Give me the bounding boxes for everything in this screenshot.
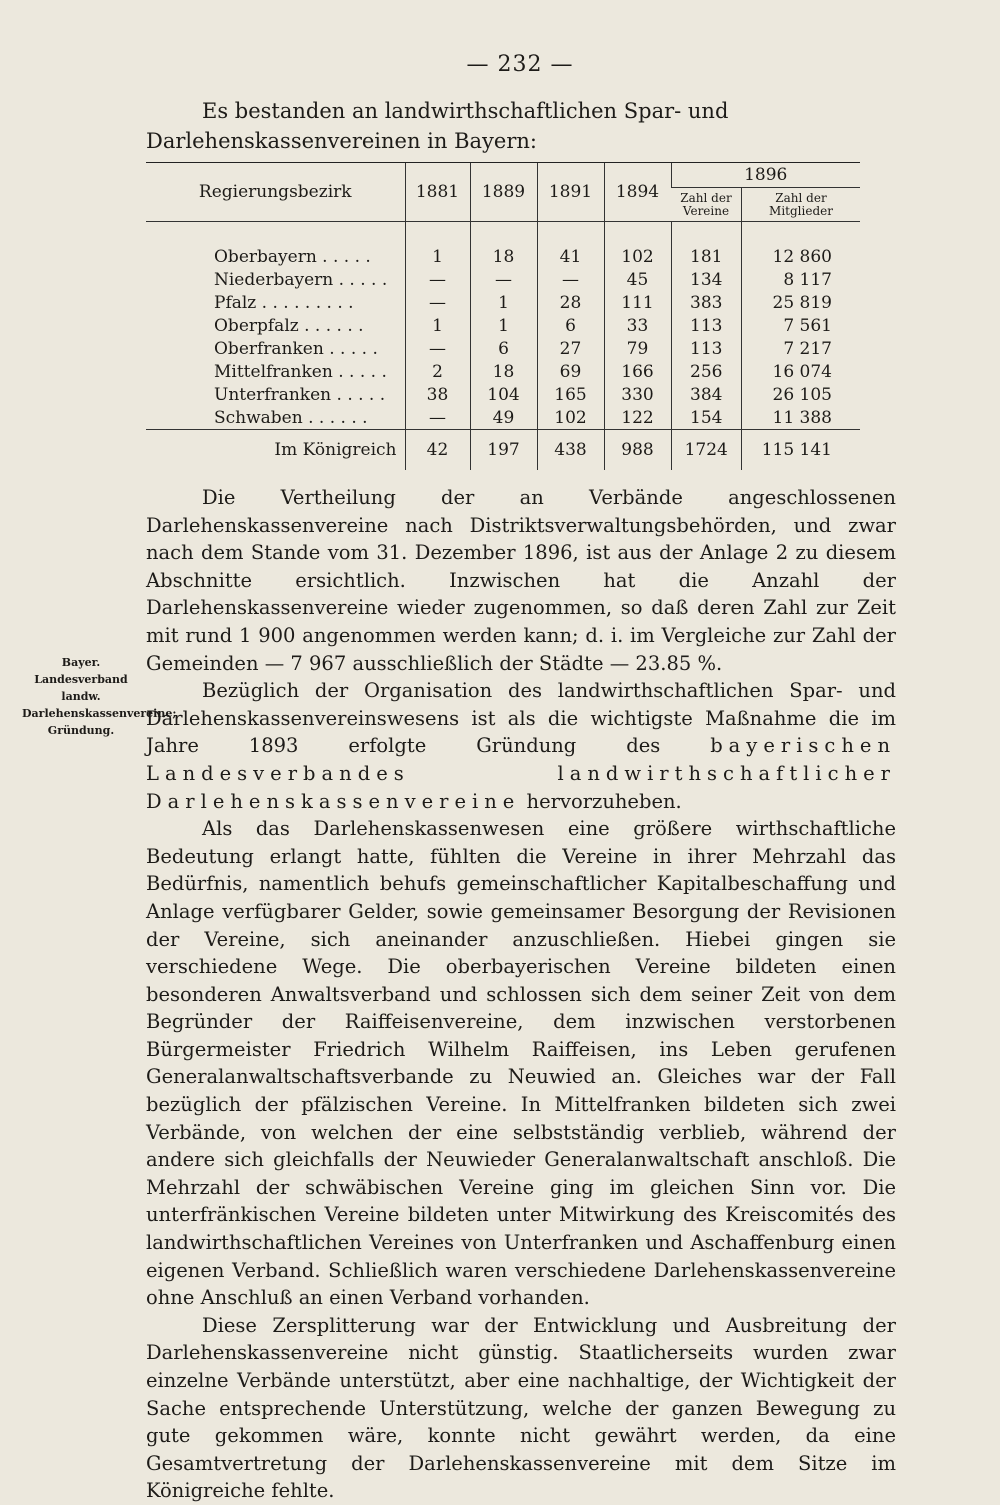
value-1889: — [470,268,537,291]
value-1881: 2 [405,360,470,383]
value-vereine: 256 [671,360,742,383]
value-1894: 45 [604,268,671,291]
value-vereine: 154 [671,406,742,430]
value-1894: 111 [604,291,671,314]
value-1881: — [405,268,470,291]
total-label: Im Königreich [146,430,405,471]
value-1891: 6 [537,314,604,337]
table-row [146,314,860,337]
body-text [146,484,896,1505]
value-1889: 1 [470,314,537,337]
paragraph-organisation-tail: hervorzuheben. [526,789,682,813]
value-1881: — [405,406,470,430]
total-mitglieder: 115 141 [742,430,861,471]
header-year-1889: 1889 [470,163,537,222]
region-name: Niederbayern . . . . . [214,269,388,290]
table-row [146,406,860,430]
value-1889: 18 [470,245,537,268]
value-1891: 165 [537,383,604,406]
total-1889: 197 [470,430,537,471]
table-row [146,360,860,383]
region-name: Schwaben . . . . . . [214,407,368,428]
paragraph-organisation-emphasis: bayerischen Landesverbandes landwirthschaftlicher Darlehenskassenvereine [146,734,897,813]
value-1894: 166 [604,360,671,383]
table-row [146,268,860,291]
total-1894: 988 [604,430,671,471]
table-row [146,337,860,360]
value-1891: 41 [537,245,604,268]
value-1891: — [537,268,604,291]
header-year-1894: 1894 [604,163,671,222]
value-1889: 1 [470,291,537,314]
value-1894: 122 [604,406,671,430]
region-name: Unterfranken . . . . . [214,384,386,405]
table-row [146,245,860,268]
value-1881: — [405,337,470,360]
value-1894: 330 [604,383,671,406]
value-1889: 104 [470,383,537,406]
intro-text: Es bestanden an landwirthschaftlichen Spar- und Darlehenskassenvereinen in Bayern: [146,99,729,153]
value-1894: 79 [604,337,671,360]
statistics-table [146,162,860,470]
value-1881: — [405,291,470,314]
region-name: Pfalz . . . . . . . . . [214,292,354,313]
value-mitglieder: 11 388 [742,406,861,430]
header-zahl-mitglieder: Zahl der Mitglieder [742,188,861,222]
region-name: Oberfranken . . . . . [214,338,378,359]
total-1881: 42 [405,430,470,471]
value-mitglieder: 7 561 [742,314,861,337]
paragraph-organisation-lead: Bezüglich der Organisation des landwirthschaftlichen Spar- und Darlehenskassenvereinswesens ist als die wichtigste Maßnahme die im Jahre 1893 erfolgte Gründung des [146,679,896,758]
page-number: — 232 — [466,52,574,77]
value-1881: 38 [405,383,470,406]
value-mitglieder: 7 217 [742,337,861,360]
value-vereine: 134 [671,268,742,291]
header-year-1881: 1881 [405,163,470,222]
region-name: Mittelfranken . . . . . [214,361,387,382]
value-vereine: 181 [671,245,742,268]
value-1889: 6 [470,337,537,360]
table-total-row [146,430,860,471]
header-year-1891: 1891 [537,163,604,222]
header-region: Regierungsbezirk [146,163,405,222]
margin-note: Bayer. Landesverband landw. Darlehenskassenvereine; Gründung. [22,656,177,737]
table-row [146,291,860,314]
value-mitglieder: 16 074 [742,360,861,383]
region-name: Oberpfalz . . . . . . [214,315,364,336]
paragraph-organisation [146,677,896,815]
value-1891: 69 [537,360,604,383]
value-1889: 18 [470,360,537,383]
value-1881: 1 [405,245,470,268]
value-1891: 102 [537,406,604,430]
paragraph-fragmentation: Diese Zersplitterung war der Entwicklung und Ausbreitung der Darlehenskassenvereine nicht günstig. Staatlicherseits wurden zwar einzelne Verbände unterstützt, aber eine nachhaltige, der Wichtigkeit der Sache entsprechende Unterstützung, welche der ganzen Bewegung zu gute gekommen wäre, konnte nicht gewährt werden, da eine Gesamtvertretung der Darlehenskassenvereine mit dem Sitze im Königreiche fehlte. [146,1313,896,1503]
value-1891: 27 [537,337,604,360]
value-vereine: 383 [671,291,742,314]
paragraph-distribution: Die Vertheilung der an Verbände angeschlossenen Darlehenskassenvereine nach Distriktsverwaltungsbehörden, und zwar nach dem Stande vom 31. Dezember 1896, ist aus der Anlage 2 zu diesem Abschnitte ersichtlich. Inzwischen hat die Anzahl der Darlehenskassenvereine wieder zugenommen, so daß deren Zahl zur Zeit mit rund 1 900 angenommen werden kann; d. i. im Vergleiche zur Zahl der Gemeinden — 7 967 ausschließlich der Städte — 23.85 %. [146,486,896,675]
header-zahl-vereine: Zahl der Vereine [671,188,742,222]
paragraph-history: Als das Darlehenskassenwesen eine größere wirthschaftliche Bedeutung erlangt hatte, fühlten die Vereine in ihrer Mehrzahl das Bedürfnis, namentlich behufs gemeinschaftlicher Kapitalbeschaffung und Anlage verfügbarer Gelder, sowie gemeinsamer Besorgung der Revisionen der Vereine, sich aneinander anzuschließen. Hiebei gingen sie verschiedene Wege. Die oberbayerischen Vereine bildeten einen besonderen Anwaltsverband und schlossen sich dem seiner Zeit von dem Begründer der Raiffeisenvereine, dem inzwischen verstorbenen Bürgermeister Friedrich Wilhelm Raiffeisen, ins Leben gerufenen Generalanwaltschaftsverbande zu Neuwied an. Gleiches war der Fall bezüglich der pfälzischen Vereine. In Mittelfranken bildeten sich zwei Verbände, von welchen der eine selbstständig verblieb, während der andere sich gleichfalls der Neuwieder Generalanwaltschaft anschloß. Die Mehrzahl der schwäbischen Vereine ging im gleichen Sinn vor. Die unterfränkischen Vereine bildeten unter Mitwirkung des Kreiscomités des landwirthschaftlichen Vereines von Unterfranken und Aschaffenburg einen eigenen Verband. Schließlich waren verschiedene Darlehenskassenvereine ohne Anschluß an einen Verband vorhanden. [146,817,896,1310]
total-1891: 438 [537,430,604,471]
value-mitglieder: 26 105 [742,383,861,406]
value-1894: 102 [604,245,671,268]
table-row [146,383,860,406]
value-mitglieder: 8 117 [742,268,861,291]
value-vereine: 384 [671,383,742,406]
header-year-1896: 1896 [671,163,860,188]
value-1894: 33 [604,314,671,337]
value-vereine: 113 [671,314,742,337]
total-vereine: 1724 [671,430,742,471]
value-vereine: 113 [671,337,742,360]
value-mitglieder: 12 860 [742,245,861,268]
region-name: Oberbayern . . . . . [214,246,371,267]
value-mitglieder: 25 819 [742,291,861,314]
value-1891: 28 [537,291,604,314]
value-1881: 1 [405,314,470,337]
value-1889: 49 [470,406,537,430]
